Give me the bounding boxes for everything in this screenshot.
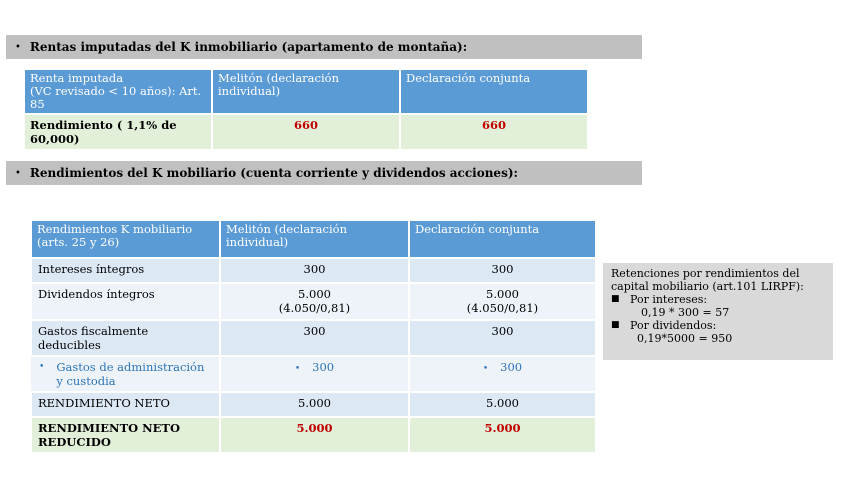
row-label: Intereses íntegros: [31, 258, 220, 283]
row-label: RENDIMIENTO NETO: [31, 392, 220, 417]
bullet-icon: •: [294, 364, 301, 374]
note-calc: 0,19 * 300 = 57: [641, 306, 730, 319]
header-cell: Declaración conjunta: [400, 69, 588, 114]
note-item-label: Por dividendos:: [630, 319, 717, 332]
bullet-icon: •: [15, 167, 21, 179]
note-item-label: Por intereses:: [630, 293, 708, 306]
row-label: Gastos fiscalmente deducibles: [31, 320, 220, 356]
value-cell: 300: [220, 320, 409, 356]
row-label: [31, 357, 219, 391]
square-bullet-icon: ■: [611, 320, 620, 330]
value-text: 300: [500, 360, 523, 374]
value-cell: 5.000: [220, 417, 409, 453]
header-cell: Renta imputada (VC revisado < 10 años): Art. 85: [24, 69, 212, 114]
row-label-text: Gastos de administración y custodia: [56, 360, 205, 388]
note-heading: Retenciones por rendimientos del capital mobiliario (art.101 LIRPF):: [611, 267, 804, 293]
header-cell: Rendimientos K mobiliario (arts. 25 y 26): [31, 220, 220, 258]
value-cell: 300: [220, 258, 409, 283]
bullet-icon: •: [482, 364, 489, 374]
value-cell: 5.000 (4.050/0,81): [220, 283, 409, 320]
value-cell: 660: [400, 114, 588, 150]
section2-title: Rendimientos del K mobiliario (cuenta corriente y dividendos acciones):: [29, 166, 518, 180]
note-calc: 0,19*5000 = 950: [637, 332, 733, 345]
value-cell: 300: [409, 258, 596, 283]
value-cell: 5.000: [409, 417, 596, 453]
row-label: Dividendos íntegros: [31, 283, 220, 320]
note-item: [611, 319, 825, 332]
value-cell: [220, 356, 409, 392]
section1-title: Rentas imputadas del K inmobiliario (apartamento de montaña):: [29, 40, 468, 54]
value-cell: 300: [409, 320, 596, 356]
header-cell: Melitón (declaración individual): [212, 69, 400, 114]
bullet-icon: •: [15, 41, 21, 53]
withholding-note: [603, 263, 833, 360]
section1-banner: [6, 35, 642, 59]
section2-banner: [6, 161, 642, 185]
note-item: [611, 293, 825, 306]
square-bullet-icon: ■: [611, 294, 620, 304]
value-cell: 5.000 (4.050/0,81): [409, 283, 596, 320]
value-cell: 5.000: [409, 392, 596, 417]
bullet-icon: •: [39, 362, 45, 372]
movable-capital-table: [30, 219, 597, 454]
value-text: 300: [312, 360, 335, 374]
value-cell: 5.000: [220, 392, 409, 417]
header-cell: Melitón (declaración individual): [220, 220, 409, 258]
row-label: RENDIMIENTO NETO REDUCIDO: [31, 417, 220, 453]
value-cell: [409, 356, 596, 392]
row-label: Rendimiento ( 1,1% de 60,000): [24, 114, 212, 150]
value-cell: 660: [212, 114, 400, 150]
header-cell: Declaración conjunta: [409, 220, 596, 258]
imputed-income-table: [23, 68, 589, 151]
